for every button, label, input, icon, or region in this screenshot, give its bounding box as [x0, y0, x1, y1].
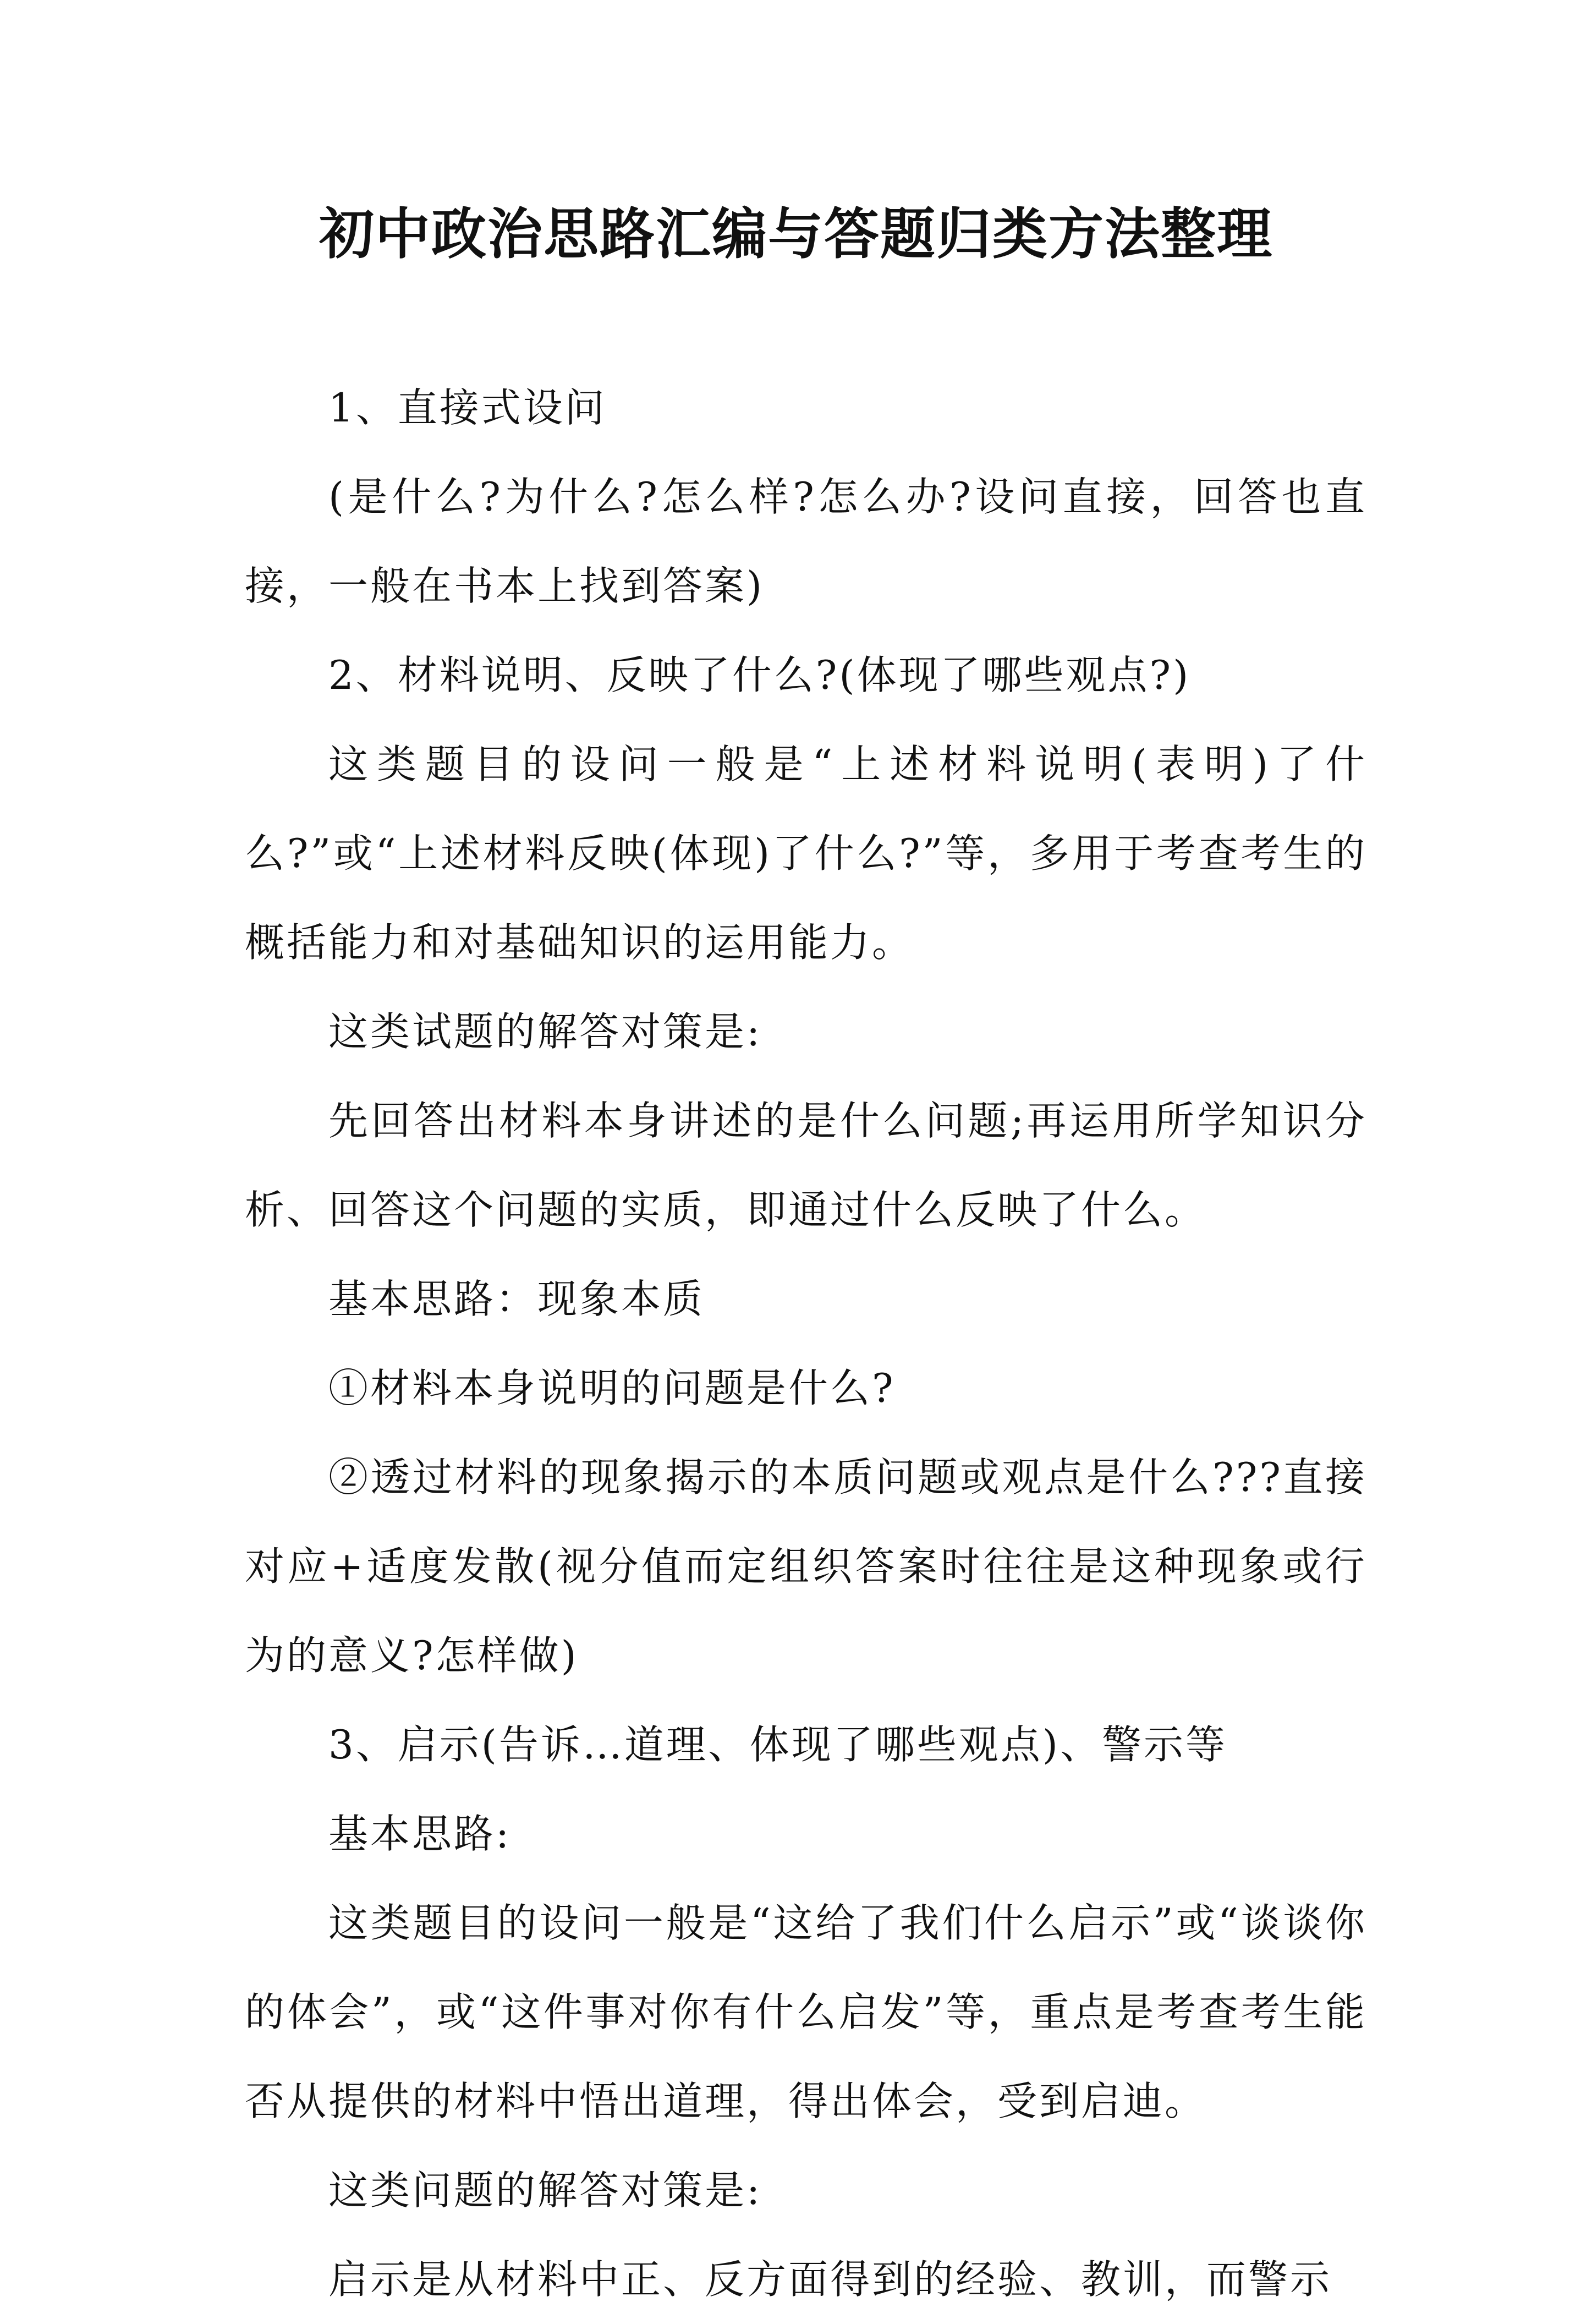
document-body: [245, 363, 1367, 2324]
paragraph-heading-3: 3、启示(告诉…道理、体现了哪些观点)、警示等: [328, 1722, 1227, 1768]
paragraph: 启示是从材料中正、反方面得到的经验、教训，而警示: [328, 2256, 1332, 2303]
document-title: 初中政治思路汇编与答题归类方法整理: [319, 201, 1273, 266]
paragraph: 这类问题的解答对策是:: [328, 2167, 762, 2213]
paragraph: 基本思路:: [328, 1811, 512, 1857]
paragraph: 基本思路：现象本质: [328, 1276, 705, 1322]
paragraph-heading-2: 2、材料说明、反映了什么?(体现了哪些观点?): [328, 652, 1191, 698]
paragraph-heading-1: 1、直接式设问: [328, 385, 607, 431]
paragraph: ②透过材料的现象揭示的本质问题或观点是什么???直接对应+适度发散(视分值而定组织答案时往往是这种现象或行为的意义?怎样做): [245, 1454, 1367, 1679]
paragraph: ①材料本身说明的问题是什么?: [328, 1365, 896, 1411]
paragraph: 这类题目的设问一般是“这给了我们什么启示”或“谈谈你的体会”，或“这件事对你有什么启发”等，重点是考查考生能否从提供的材料中悟出道理，得出体会，受到启迪。: [245, 1900, 1367, 2124]
paragraph: (是什么?为什么?怎么样?怎么办?设问直接，回答也直接，一般在书本上找到答案): [245, 474, 1367, 609]
paragraph: 这类试题的解答对策是:: [328, 1008, 762, 1055]
paragraph: 先回答出材料本身讲述的是什么问题;再运用所学知识分析、回答这个问题的实质，即通过什么反映了什么。: [245, 1098, 1367, 1233]
paragraph: 这类题目的设问一般是“上述材料说明(表明)了什么?”或“上述材料反映(体现)了什么?”等，多用于考查考生的概括能力和对基础知识的运用能力。: [245, 741, 1367, 966]
